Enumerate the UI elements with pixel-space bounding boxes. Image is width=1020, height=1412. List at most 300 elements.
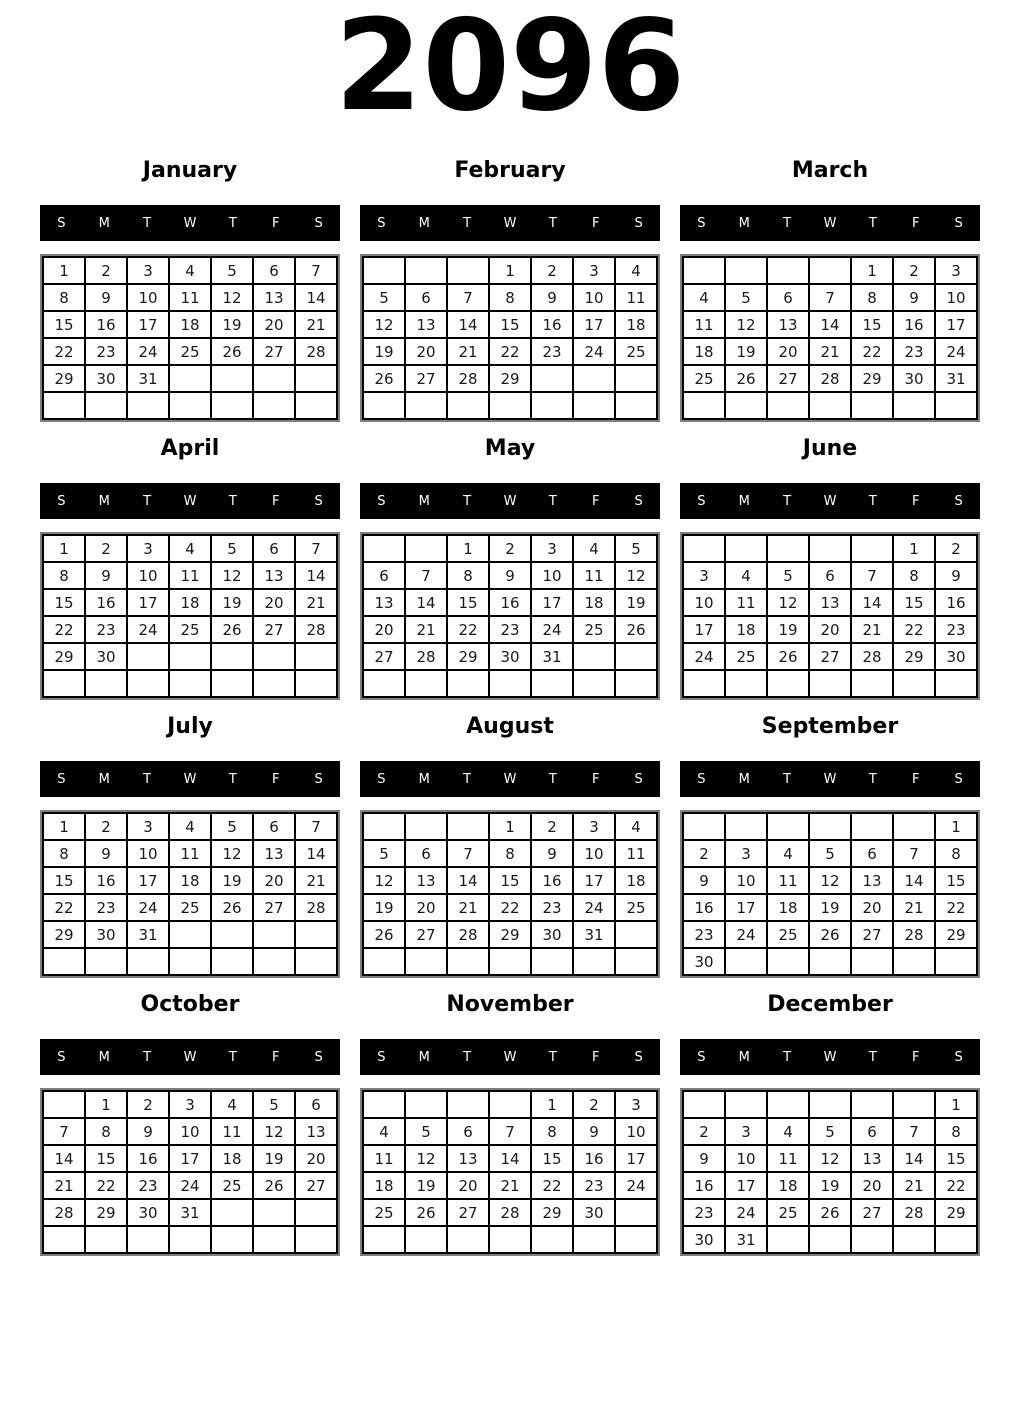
day-cell-empty (573, 365, 615, 392)
day-cell: 21 (893, 894, 935, 921)
week-row (683, 338, 977, 365)
day-cell: 28 (447, 921, 489, 948)
day-cell-empty (767, 948, 809, 975)
week-row (43, 1172, 337, 1199)
weekday-label: W (183, 215, 197, 231)
day-cell-empty (615, 392, 657, 419)
day-cell-empty (211, 948, 253, 975)
day-cell: 29 (43, 365, 85, 392)
day-cell: 4 (615, 813, 657, 840)
day-cell-empty (767, 392, 809, 419)
day-cell: 18 (767, 894, 809, 921)
month-grid-outline (40, 1088, 340, 1256)
day-cell-empty (725, 535, 767, 562)
month-grid (42, 1090, 338, 1254)
weekday-header (360, 761, 660, 797)
weekday-label: S (377, 1049, 386, 1065)
week-row (43, 643, 337, 670)
month-january (40, 145, 340, 423)
week-row (683, 589, 977, 616)
day-cell: 2 (85, 257, 127, 284)
day-cell: 5 (809, 840, 851, 867)
day-cell: 19 (363, 338, 405, 365)
day-cell: 24 (127, 616, 169, 643)
day-cell: 30 (85, 643, 127, 670)
day-cell: 17 (169, 1145, 211, 1172)
day-cell-empty (725, 813, 767, 840)
day-cell-empty (127, 948, 169, 975)
week-row (363, 589, 657, 616)
week-row (683, 1145, 977, 1172)
day-cell-empty (85, 670, 127, 697)
day-cell: 4 (363, 1118, 405, 1145)
day-cell: 15 (43, 867, 85, 894)
weekday-label: M (738, 1049, 750, 1065)
day-cell: 24 (127, 894, 169, 921)
day-cell-empty (253, 365, 295, 392)
day-cell: 14 (809, 311, 851, 338)
weekday-header (40, 1039, 340, 1075)
week-row (363, 1172, 657, 1199)
day-cell-empty (363, 257, 405, 284)
day-cell-empty (615, 670, 657, 697)
day-cell-empty (169, 948, 211, 975)
day-cell-empty (767, 813, 809, 840)
day-cell: 5 (767, 562, 809, 589)
day-cell-empty (935, 392, 977, 419)
weekday-label: S (314, 493, 323, 509)
day-cell: 6 (809, 562, 851, 589)
day-cell: 31 (725, 1226, 767, 1253)
day-cell: 6 (447, 1118, 489, 1145)
day-cell: 4 (573, 535, 615, 562)
month-title: January (142, 158, 238, 183)
day-cell: 14 (295, 562, 337, 589)
day-cell: 1 (43, 813, 85, 840)
day-cell: 10 (725, 867, 767, 894)
day-cell: 22 (935, 1172, 977, 1199)
weekday-label: W (503, 1049, 517, 1065)
day-cell: 5 (405, 1118, 447, 1145)
day-cell: 20 (295, 1145, 337, 1172)
day-cell: 27 (253, 616, 295, 643)
day-cell-empty (363, 1226, 405, 1253)
day-cell: 18 (169, 867, 211, 894)
day-cell-empty (253, 670, 295, 697)
weekday-label: T (548, 1049, 557, 1065)
day-cell: 15 (935, 867, 977, 894)
day-cell: 9 (85, 840, 127, 867)
week-row (363, 894, 657, 921)
day-cell: 23 (935, 616, 977, 643)
month-grid (682, 1090, 978, 1254)
day-cell-empty (363, 813, 405, 840)
week-row (43, 948, 337, 975)
day-cell-empty (489, 948, 531, 975)
day-cell-empty (573, 948, 615, 975)
day-cell-empty (405, 1226, 447, 1253)
day-cell: 2 (683, 1118, 725, 1145)
week-row (43, 284, 337, 311)
week-row (683, 867, 977, 894)
week-row (43, 670, 337, 697)
day-cell: 10 (573, 284, 615, 311)
day-cell: 25 (573, 616, 615, 643)
day-cell: 25 (767, 921, 809, 948)
day-cell: 16 (935, 589, 977, 616)
day-cell-empty (935, 948, 977, 975)
day-cell-empty (683, 813, 725, 840)
day-cell: 11 (767, 1145, 809, 1172)
day-cell-empty (615, 1199, 657, 1226)
month-grid-outline (360, 532, 660, 700)
month-title: December (767, 992, 893, 1017)
week-row (43, 311, 337, 338)
weekday-label: W (823, 493, 837, 509)
week-row (43, 535, 337, 562)
day-cell: 21 (893, 1172, 935, 1199)
day-cell: 14 (893, 867, 935, 894)
weekday-label: W (183, 1049, 197, 1065)
day-cell: 22 (447, 616, 489, 643)
day-cell: 4 (169, 257, 211, 284)
day-cell-empty (573, 670, 615, 697)
day-cell-empty (253, 921, 295, 948)
month-grid-outline (680, 810, 980, 978)
day-cell-empty (211, 1226, 253, 1253)
day-cell-empty (573, 392, 615, 419)
day-cell: 18 (169, 589, 211, 616)
day-cell: 16 (531, 311, 573, 338)
weekday-label: T (783, 1049, 792, 1065)
day-cell: 7 (43, 1118, 85, 1145)
day-cell: 31 (127, 921, 169, 948)
day-cell: 3 (725, 840, 767, 867)
day-cell-empty (767, 1091, 809, 1118)
day-cell: 23 (127, 1172, 169, 1199)
weekday-header (680, 483, 980, 519)
day-cell: 28 (295, 338, 337, 365)
day-cell: 27 (295, 1172, 337, 1199)
day-cell: 28 (809, 365, 851, 392)
day-cell: 20 (405, 338, 447, 365)
day-cell: 27 (767, 365, 809, 392)
week-row (683, 813, 977, 840)
day-cell: 18 (573, 589, 615, 616)
day-cell-empty (295, 365, 337, 392)
day-cell: 24 (169, 1172, 211, 1199)
day-cell: 11 (725, 589, 767, 616)
weekday-label: M (98, 1049, 110, 1065)
day-cell: 18 (363, 1172, 405, 1199)
day-cell: 13 (253, 284, 295, 311)
day-cell: 30 (85, 365, 127, 392)
weekday-label: T (463, 493, 472, 509)
month-may (360, 423, 660, 701)
day-cell: 11 (615, 284, 657, 311)
day-cell: 22 (851, 338, 893, 365)
day-cell-empty (893, 948, 935, 975)
weekday-header (680, 205, 980, 241)
day-cell: 12 (211, 284, 253, 311)
day-cell: 29 (893, 643, 935, 670)
day-cell: 8 (43, 562, 85, 589)
weekday-label: S (697, 771, 706, 787)
day-cell-empty (767, 670, 809, 697)
weekday-label: S (57, 771, 66, 787)
day-cell: 20 (253, 867, 295, 894)
week-row (363, 365, 657, 392)
day-cell: 17 (127, 589, 169, 616)
day-cell: 14 (447, 311, 489, 338)
week-row (683, 670, 977, 697)
day-cell-empty (253, 1199, 295, 1226)
day-cell: 15 (531, 1145, 573, 1172)
day-cell: 26 (809, 921, 851, 948)
day-cell: 18 (615, 311, 657, 338)
week-row (363, 1145, 657, 1172)
month-grid (682, 812, 978, 976)
day-cell: 23 (85, 894, 127, 921)
day-cell: 26 (405, 1199, 447, 1226)
day-cell: 30 (683, 948, 725, 975)
weekday-label: F (271, 493, 280, 509)
day-cell: 17 (683, 616, 725, 643)
weekday-label: T (868, 215, 877, 231)
year-title: 2096 (334, 0, 686, 139)
day-cell: 26 (211, 616, 253, 643)
day-cell-empty (489, 670, 531, 697)
day-cell-empty (169, 921, 211, 948)
day-cell: 4 (767, 840, 809, 867)
day-cell: 30 (573, 1199, 615, 1226)
day-cell-empty (405, 813, 447, 840)
day-cell: 14 (295, 840, 337, 867)
week-row (683, 284, 977, 311)
day-cell-empty (725, 1091, 767, 1118)
day-cell: 6 (405, 284, 447, 311)
month-november (360, 979, 660, 1257)
weekday-label: T (783, 493, 792, 509)
day-cell-empty (893, 1226, 935, 1253)
day-cell-empty (253, 948, 295, 975)
weekday-label: W (503, 771, 517, 787)
day-cell: 11 (573, 562, 615, 589)
day-cell: 26 (725, 365, 767, 392)
day-cell-empty (405, 257, 447, 284)
day-cell-empty (809, 813, 851, 840)
weekday-label: F (591, 771, 600, 787)
week-row (683, 535, 977, 562)
day-cell-empty (447, 813, 489, 840)
month-grid-outline (360, 254, 660, 422)
day-cell: 19 (615, 589, 657, 616)
weekday-label: T (143, 215, 152, 231)
month-title: April (160, 436, 220, 461)
day-cell: 1 (851, 257, 893, 284)
day-cell-empty (683, 670, 725, 697)
day-cell-empty (295, 670, 337, 697)
weekday-label: T (548, 215, 557, 231)
day-cell: 4 (169, 813, 211, 840)
day-cell: 5 (211, 257, 253, 284)
day-cell: 11 (683, 311, 725, 338)
day-cell: 15 (447, 589, 489, 616)
day-cell-empty (683, 1091, 725, 1118)
day-cell-empty (851, 948, 893, 975)
day-cell: 14 (447, 867, 489, 894)
day-cell: 16 (127, 1145, 169, 1172)
day-cell: 18 (615, 867, 657, 894)
day-cell: 23 (85, 616, 127, 643)
day-cell: 27 (809, 643, 851, 670)
day-cell-empty (531, 365, 573, 392)
day-cell-empty (405, 392, 447, 419)
day-cell-empty (767, 257, 809, 284)
day-cell: 25 (169, 338, 211, 365)
day-cell: 15 (489, 867, 531, 894)
day-cell: 15 (851, 311, 893, 338)
day-cell: 21 (447, 338, 489, 365)
day-cell: 3 (935, 257, 977, 284)
weekday-header (680, 761, 980, 797)
day-cell: 13 (809, 589, 851, 616)
day-cell: 30 (935, 643, 977, 670)
day-cell: 20 (809, 616, 851, 643)
day-cell: 26 (809, 1199, 851, 1226)
day-cell: 15 (43, 589, 85, 616)
day-cell-empty (935, 670, 977, 697)
week-row (683, 562, 977, 589)
weekday-label: T (868, 493, 877, 509)
day-cell: 6 (767, 284, 809, 311)
month-grid-outline (680, 254, 980, 422)
day-cell: 6 (253, 535, 295, 562)
day-cell: 9 (893, 284, 935, 311)
day-cell-empty (615, 643, 657, 670)
day-cell: 24 (573, 338, 615, 365)
day-cell-empty (295, 948, 337, 975)
month-grid-outline (40, 254, 340, 422)
day-cell: 12 (615, 562, 657, 589)
month-july (40, 701, 340, 979)
week-row (363, 535, 657, 562)
day-cell-empty (809, 670, 851, 697)
day-cell: 18 (169, 311, 211, 338)
day-cell: 19 (363, 894, 405, 921)
day-cell: 15 (893, 589, 935, 616)
weekday-label: W (823, 771, 837, 787)
day-cell: 18 (211, 1145, 253, 1172)
day-cell-empty (85, 392, 127, 419)
week-row (363, 948, 657, 975)
weekday-label: M (98, 215, 110, 231)
day-cell: 26 (767, 643, 809, 670)
day-cell: 28 (405, 643, 447, 670)
day-cell: 28 (447, 365, 489, 392)
day-cell-empty (531, 948, 573, 975)
day-cell: 28 (893, 921, 935, 948)
day-cell: 3 (683, 562, 725, 589)
day-cell: 7 (295, 257, 337, 284)
week-row (43, 365, 337, 392)
day-cell: 10 (127, 840, 169, 867)
week-row (43, 921, 337, 948)
week-row (363, 867, 657, 894)
day-cell-empty (809, 392, 851, 419)
day-cell-empty (363, 1091, 405, 1118)
day-cell-empty (767, 1226, 809, 1253)
day-cell: 11 (767, 867, 809, 894)
week-row (683, 1118, 977, 1145)
day-cell-empty (211, 670, 253, 697)
day-cell: 12 (809, 867, 851, 894)
day-cell-empty (43, 1091, 85, 1118)
day-cell: 12 (363, 311, 405, 338)
day-cell: 16 (893, 311, 935, 338)
day-cell: 29 (85, 1199, 127, 1226)
day-cell: 18 (683, 338, 725, 365)
day-cell: 4 (169, 535, 211, 562)
day-cell-empty (169, 392, 211, 419)
weekday-header (360, 1039, 660, 1075)
day-cell: 3 (615, 1091, 657, 1118)
day-cell: 24 (573, 894, 615, 921)
month-april (40, 423, 340, 701)
day-cell-empty (809, 1226, 851, 1253)
week-row (683, 643, 977, 670)
weekday-label: W (183, 771, 197, 787)
day-cell: 21 (447, 894, 489, 921)
day-cell: 2 (573, 1091, 615, 1118)
day-cell: 10 (531, 562, 573, 589)
day-cell: 1 (489, 257, 531, 284)
day-cell: 16 (573, 1145, 615, 1172)
weekday-label: S (634, 493, 643, 509)
weekday-label: M (98, 493, 110, 509)
day-cell: 14 (405, 589, 447, 616)
day-cell-empty (295, 392, 337, 419)
month-october (40, 979, 340, 1257)
day-cell-empty (169, 670, 211, 697)
day-cell: 8 (851, 284, 893, 311)
week-row (683, 1226, 977, 1253)
day-cell: 9 (85, 562, 127, 589)
day-cell-empty (211, 365, 253, 392)
day-cell: 18 (767, 1172, 809, 1199)
month-grid (42, 534, 338, 698)
day-cell-empty (767, 535, 809, 562)
day-cell: 6 (295, 1091, 337, 1118)
day-cell: 8 (43, 840, 85, 867)
day-cell: 10 (935, 284, 977, 311)
day-cell: 24 (935, 338, 977, 365)
weekday-label: M (418, 215, 430, 231)
day-cell: 19 (211, 867, 253, 894)
day-cell-empty (169, 1226, 211, 1253)
day-cell-empty (893, 813, 935, 840)
day-cell: 20 (253, 311, 295, 338)
week-row (43, 257, 337, 284)
week-row (43, 338, 337, 365)
day-cell: 11 (363, 1145, 405, 1172)
week-row (683, 894, 977, 921)
day-cell: 4 (615, 257, 657, 284)
weekday-label: M (418, 771, 430, 787)
day-cell: 29 (43, 643, 85, 670)
day-cell: 1 (43, 535, 85, 562)
week-row (683, 257, 977, 284)
